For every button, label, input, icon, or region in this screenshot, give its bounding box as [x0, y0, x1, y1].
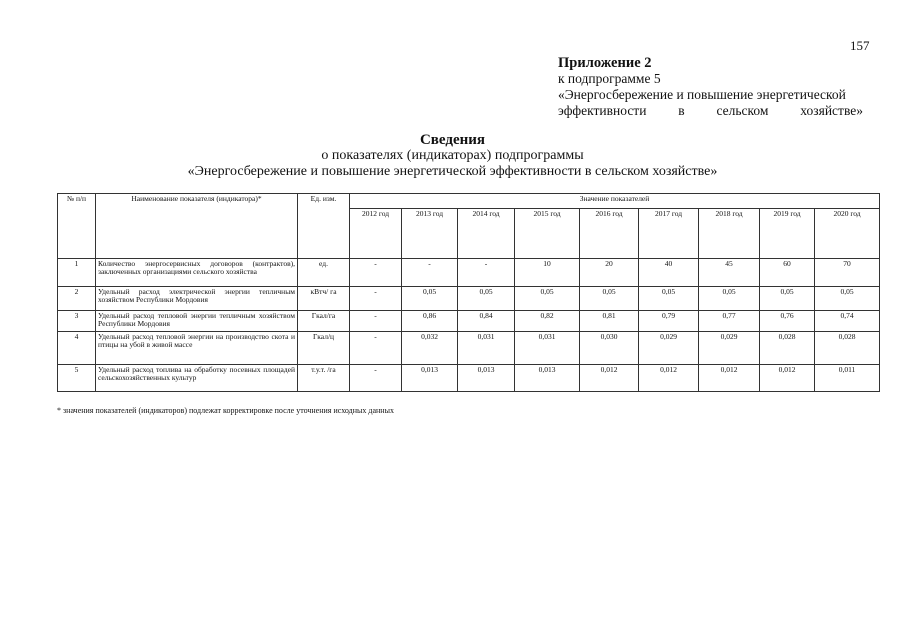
header-year: 2014 год	[458, 209, 515, 259]
row-value: 0,013	[458, 365, 515, 392]
header-year: 2020 год	[815, 209, 880, 259]
row-value: -	[350, 332, 402, 365]
row-num: 3	[58, 311, 96, 332]
row-name: Удельный расход тепловой энергии на производство скота и птицы на убой в живой массе	[96, 332, 298, 365]
row-value: 0,012	[760, 365, 815, 392]
header-year: 2012 год	[350, 209, 402, 259]
row-unit: кВтч/ га	[298, 287, 350, 311]
table-row	[58, 311, 880, 332]
row-value: 0,05	[815, 287, 880, 311]
document-title: Сведения	[419, 132, 486, 148]
row-value: 0,82	[515, 311, 580, 332]
row-value: 0,05	[458, 287, 515, 311]
row-value: -	[350, 259, 402, 287]
row-value: 0,031	[515, 332, 580, 365]
table-row	[58, 365, 880, 392]
header-year: 2019 год	[760, 209, 815, 259]
header-num: № п/п	[58, 194, 96, 259]
row-name: Удельный расход тепловой энергии тепличным хозяйством Республики Мордовия	[96, 311, 298, 332]
document-subtitle-1: о показателях (индикаторах) подпрограммы	[321, 148, 584, 163]
row-value: 0,05	[402, 287, 458, 311]
table-row	[58, 332, 880, 365]
row-name: Количество энергосервисных договоров (контрактов), заключенных организациями сельского хозяйства	[96, 259, 298, 287]
indicators-table	[57, 193, 880, 392]
header-values: Значение показателей	[350, 194, 880, 209]
row-num: 1	[58, 259, 96, 287]
row-name: Удельный расход электрической энергии тепличным хозяйством Республики Мордовия	[96, 287, 298, 311]
row-value: 45	[699, 259, 760, 287]
row-value: 0,011	[815, 365, 880, 392]
row-value: 0,028	[815, 332, 880, 365]
row-name: Удельный расход топлива на обработку посевных площадей сельскохозяйственных культур	[96, 365, 298, 392]
document-subtitle-2: «Энергосбережение и повышение энергетической эффективности в сельском хозяйстве»	[187, 164, 718, 179]
header-year: 2018 год	[699, 209, 760, 259]
row-value: 0,05	[580, 287, 639, 311]
row-value: -	[350, 365, 402, 392]
row-value: 10	[515, 259, 580, 287]
row-value: 0,05	[639, 287, 699, 311]
row-num: 5	[58, 365, 96, 392]
row-unit: Гкал/га	[298, 311, 350, 332]
row-value: 0,76	[760, 311, 815, 332]
row-num: 4	[58, 332, 96, 365]
appendix-block	[558, 55, 863, 119]
row-value: -	[458, 259, 515, 287]
row-value: 0,05	[760, 287, 815, 311]
row-value: 20	[580, 259, 639, 287]
row-value: 0,012	[639, 365, 699, 392]
row-value: 0,86	[402, 311, 458, 332]
row-value: 0,013	[515, 365, 580, 392]
row-unit: Гкал/ц	[298, 332, 350, 365]
header-year: 2017 год	[639, 209, 699, 259]
appendix-line-3: эффективности в сельском хозяйстве»	[558, 103, 863, 118]
header-year: 2013 год	[402, 209, 458, 259]
row-value: 0,05	[699, 287, 760, 311]
table-row	[58, 287, 880, 311]
header-unit: Ед. изм.	[298, 194, 350, 259]
header-year: 2015 год	[515, 209, 580, 259]
row-value: 0,81	[580, 311, 639, 332]
row-value: 0,013	[402, 365, 458, 392]
row-value: 0,77	[699, 311, 760, 332]
header-name: Наименование показателя (индикатора)*	[96, 194, 298, 259]
appendix-line-2: «Энергосбережение и повышение энергетической	[558, 87, 846, 102]
row-value: 0,05	[515, 287, 580, 311]
row-value: 0,74	[815, 311, 880, 332]
row-value: 0,031	[458, 332, 515, 365]
row-value: -	[350, 287, 402, 311]
row-value: -	[402, 259, 458, 287]
row-value: 60	[760, 259, 815, 287]
row-value: 70	[815, 259, 880, 287]
footnote: * значения показателей (индикаторов) подлежат корректировке после уточнения исходных данных	[57, 406, 394, 415]
row-unit: ед.	[298, 259, 350, 287]
row-value: 0,032	[402, 332, 458, 365]
row-value: 0,028	[760, 332, 815, 365]
row-value: 0,84	[458, 311, 515, 332]
row-value: 0,79	[639, 311, 699, 332]
page-number: 157	[850, 38, 870, 53]
row-value: 0,012	[699, 365, 760, 392]
row-value: 0,029	[639, 332, 699, 365]
row-unit: т.у.т. /га	[298, 365, 350, 392]
header-year: 2016 год	[580, 209, 639, 259]
appendix-line-1: к подпрограмме 5	[558, 71, 661, 86]
row-value: 0,030	[580, 332, 639, 365]
row-value: -	[350, 311, 402, 332]
table-row	[58, 259, 880, 287]
row-value: 0,012	[580, 365, 639, 392]
row-value: 40	[639, 259, 699, 287]
row-num: 2	[58, 287, 96, 311]
row-value: 0,029	[699, 332, 760, 365]
appendix-title: Приложение 2	[558, 55, 652, 71]
